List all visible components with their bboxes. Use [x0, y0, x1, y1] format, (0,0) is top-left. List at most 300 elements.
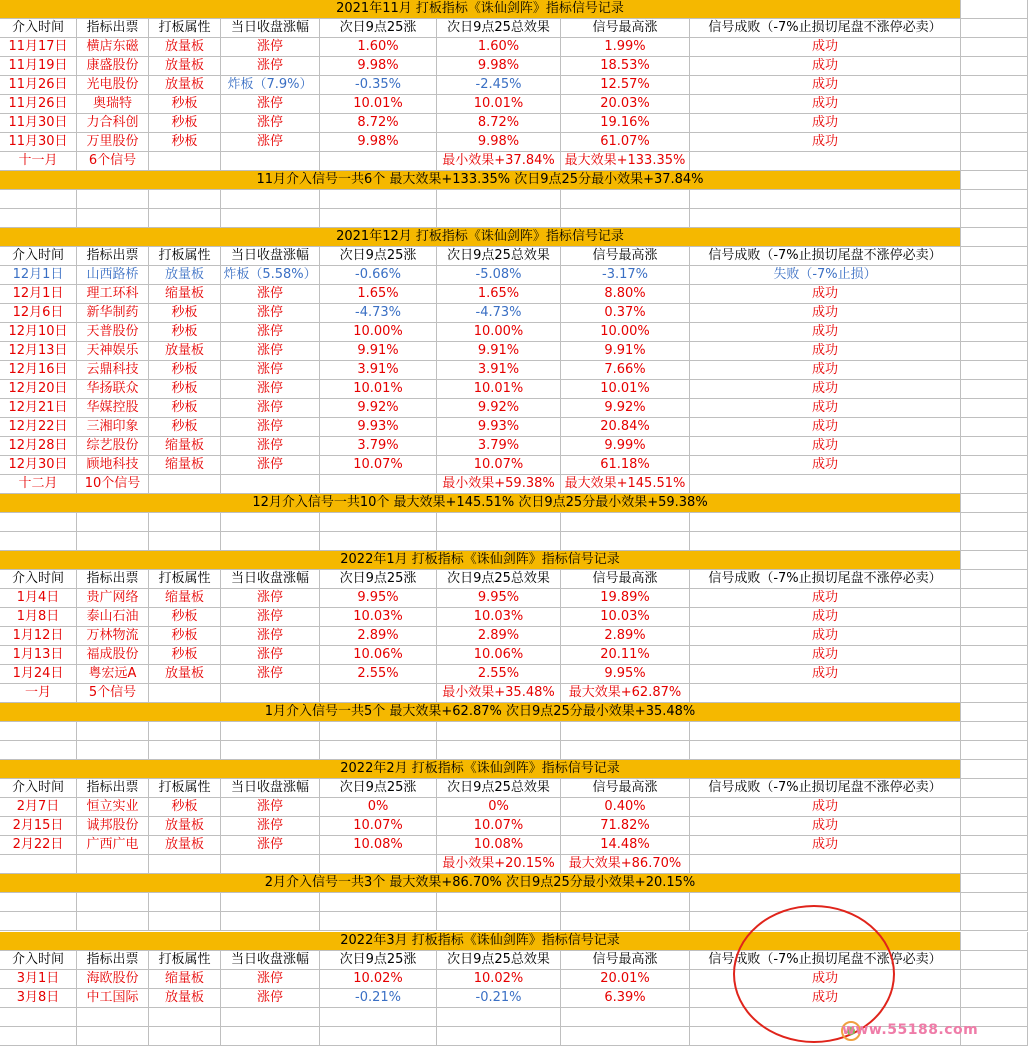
column-header: 次日9点25总效果	[437, 570, 561, 589]
cell-stock: 万里股份	[77, 133, 149, 152]
table-row	[0, 608, 1028, 627]
empty-cell	[961, 57, 1028, 76]
table-row	[0, 418, 1028, 437]
cell-high: 10.01%	[561, 380, 690, 399]
empty-cell	[221, 722, 320, 741]
empty-cell	[961, 247, 1028, 266]
empty-cell	[0, 722, 77, 741]
empty-cell	[320, 532, 437, 551]
cell-close: 涨停	[221, 304, 320, 323]
summary-month: 十一月	[0, 152, 77, 171]
empty-cell	[690, 475, 961, 494]
cell-open: 9.95%	[320, 589, 437, 608]
empty-cell	[961, 855, 1028, 874]
cell-high: -3.17%	[561, 266, 690, 285]
table-row	[0, 266, 1028, 285]
cell-stock: 综艺股份	[77, 437, 149, 456]
cell-result: 成功	[690, 589, 961, 608]
cell-high: 20.11%	[561, 646, 690, 665]
empty-cell	[77, 209, 149, 228]
column-header: 指标出票	[77, 951, 149, 970]
cell-total: 3.79%	[437, 437, 561, 456]
cell-attr: 秒板	[149, 627, 221, 646]
empty-row	[0, 190, 1028, 209]
cell-total: 3.91%	[437, 361, 561, 380]
column-header: 信号成败（-7%止损切尾盘不涨停必卖）	[690, 951, 961, 970]
empty-cell	[961, 38, 1028, 57]
section-title-row	[0, 760, 1028, 779]
table-row	[0, 665, 1028, 684]
cell-total: 10.01%	[437, 380, 561, 399]
cell-high: 9.99%	[561, 437, 690, 456]
empty-cell	[961, 836, 1028, 855]
section-footer-row	[0, 171, 1028, 190]
cell-open: 10.02%	[320, 970, 437, 989]
cell-date: 11月17日	[0, 38, 77, 57]
column-header: 次日9点25涨	[320, 570, 437, 589]
table-row	[0, 285, 1028, 304]
column-header: 次日9点25总效果	[437, 951, 561, 970]
cell-close: 涨停	[221, 418, 320, 437]
cell-stock: 恒立实业	[77, 798, 149, 817]
cell-attr: 秒板	[149, 380, 221, 399]
cell-result: 成功	[690, 437, 961, 456]
column-header: 次日9点25涨	[320, 19, 437, 38]
cell-stock: 广西广电	[77, 836, 149, 855]
empty-cell	[961, 970, 1028, 989]
cell-high: 8.80%	[561, 285, 690, 304]
cell-high: 0.37%	[561, 304, 690, 323]
column-header: 指标出票	[77, 570, 149, 589]
empty-cell	[561, 1027, 690, 1046]
table-row	[0, 589, 1028, 608]
cell-attr: 放量板	[149, 57, 221, 76]
empty-cell	[961, 798, 1028, 817]
cell-high: 9.92%	[561, 399, 690, 418]
table-row	[0, 836, 1028, 855]
column-header: 介入时间	[0, 19, 77, 38]
cell-stock: 诚邦股份	[77, 817, 149, 836]
cell-date: 12月21日	[0, 399, 77, 418]
cell-high: 1.99%	[561, 38, 690, 57]
cell-high: 14.48%	[561, 836, 690, 855]
table-row	[0, 76, 1028, 95]
cell-attr: 放量板	[149, 266, 221, 285]
cell-stock: 康盛股份	[77, 57, 149, 76]
empty-cell	[77, 513, 149, 532]
empty-cell	[320, 190, 437, 209]
empty-cell	[961, 456, 1028, 475]
cell-stock: 泰山石油	[77, 608, 149, 627]
cell-stock: 云鼎科技	[77, 361, 149, 380]
empty-cell	[561, 741, 690, 760]
summary-month: 十二月	[0, 475, 77, 494]
empty-cell	[77, 1027, 149, 1046]
cell-stock: 三湘印象	[77, 418, 149, 437]
cell-high: 2.89%	[561, 627, 690, 646]
section-footer: 2月介入信号一共3个 最大效果+86.70% 次日9点25分最小效果+20.15%	[0, 874, 961, 893]
cell-close: 涨停	[221, 95, 320, 114]
table-row	[0, 970, 1028, 989]
table-row	[0, 361, 1028, 380]
cell-open: 9.91%	[320, 342, 437, 361]
empty-cell	[961, 893, 1028, 912]
cell-result: 成功	[690, 456, 961, 475]
cell-open: 9.92%	[320, 399, 437, 418]
empty-cell	[690, 532, 961, 551]
empty-cell	[221, 741, 320, 760]
table-row	[0, 627, 1028, 646]
column-header: 打板属性	[149, 779, 221, 798]
cell-result: 成功	[690, 627, 961, 646]
cell-close: 涨停	[221, 114, 320, 133]
cell-total: 8.72%	[437, 114, 561, 133]
summary-row	[0, 855, 1028, 874]
table-row	[0, 95, 1028, 114]
column-header: 指标出票	[77, 779, 149, 798]
cell-total: -2.45%	[437, 76, 561, 95]
cell-attr: 秒板	[149, 361, 221, 380]
cell-result: 成功	[690, 361, 961, 380]
empty-row	[0, 209, 1028, 228]
empty-cell	[961, 494, 1028, 513]
section-footer-row	[0, 494, 1028, 513]
empty-cell	[961, 932, 1028, 951]
cell-result: 成功	[690, 114, 961, 133]
cell-close: 涨停	[221, 38, 320, 57]
empty-cell	[961, 817, 1028, 836]
cell-result: 失败（-7%止损）	[690, 266, 961, 285]
cell-stock: 福成股份	[77, 646, 149, 665]
column-header: 次日9点25总效果	[437, 247, 561, 266]
cell-date: 12月1日	[0, 266, 77, 285]
empty-cell	[149, 532, 221, 551]
empty-cell	[961, 171, 1028, 190]
empty-cell	[320, 684, 437, 703]
empty-cell	[961, 209, 1028, 228]
empty-cell	[961, 342, 1028, 361]
cell-total: -5.08%	[437, 266, 561, 285]
cell-date: 11月19日	[0, 57, 77, 76]
empty-cell	[0, 532, 77, 551]
cell-attr: 缩量板	[149, 456, 221, 475]
cell-close: 涨停	[221, 798, 320, 817]
empty-row	[0, 513, 1028, 532]
empty-row	[0, 912, 1028, 931]
cell-attr: 秒板	[149, 323, 221, 342]
summary-month: 一月	[0, 684, 77, 703]
cell-result: 成功	[690, 989, 961, 1008]
empty-cell	[690, 912, 961, 931]
empty-cell	[561, 1008, 690, 1027]
cell-open: 1.65%	[320, 285, 437, 304]
cell-date: 11月26日	[0, 95, 77, 114]
cell-attr: 放量板	[149, 989, 221, 1008]
empty-cell	[149, 741, 221, 760]
cell-total: 9.93%	[437, 418, 561, 437]
cell-stock: 海欧股份	[77, 970, 149, 989]
empty-cell	[221, 893, 320, 912]
cell-close: 涨停	[221, 989, 320, 1008]
empty-cell	[690, 209, 961, 228]
cell-result: 成功	[690, 38, 961, 57]
cell-close: 涨停	[221, 323, 320, 342]
section-title-row	[0, 932, 1028, 951]
cell-date: 12月13日	[0, 342, 77, 361]
cell-close: 涨停	[221, 361, 320, 380]
cell-total: 2.55%	[437, 665, 561, 684]
empty-row	[0, 532, 1028, 551]
cell-total: 10.01%	[437, 95, 561, 114]
cell-result: 成功	[690, 608, 961, 627]
empty-cell	[0, 1027, 77, 1046]
empty-cell	[961, 951, 1028, 970]
empty-cell	[437, 513, 561, 532]
cell-high: 20.84%	[561, 418, 690, 437]
column-header: 打板属性	[149, 570, 221, 589]
empty-cell	[77, 741, 149, 760]
cell-result: 成功	[690, 342, 961, 361]
cell-result: 成功	[690, 95, 961, 114]
summary-min-effect: 最小效果+35.48%	[437, 684, 561, 703]
empty-cell	[437, 532, 561, 551]
empty-cell	[149, 1008, 221, 1027]
cell-stock: 粤宏远A	[77, 665, 149, 684]
cell-total: -0.21%	[437, 989, 561, 1008]
cell-open: 10.01%	[320, 95, 437, 114]
table-row	[0, 798, 1028, 817]
empty-cell	[961, 551, 1028, 570]
column-header: 打板属性	[149, 19, 221, 38]
cell-date: 3月1日	[0, 970, 77, 989]
empty-cell	[77, 1008, 149, 1027]
section-title: 2021年12月 打板指标《诛仙剑阵》指标信号记录	[0, 228, 961, 247]
empty-cell	[320, 722, 437, 741]
cell-date: 12月28日	[0, 437, 77, 456]
empty-cell	[320, 741, 437, 760]
cell-result: 成功	[690, 817, 961, 836]
cell-total: 10.00%	[437, 323, 561, 342]
empty-cell	[961, 418, 1028, 437]
cell-high: 61.07%	[561, 133, 690, 152]
cell-date: 1月12日	[0, 627, 77, 646]
cell-close: 涨停	[221, 665, 320, 684]
column-header: 打板属性	[149, 247, 221, 266]
empty-cell	[221, 532, 320, 551]
empty-cell	[221, 513, 320, 532]
empty-cell	[221, 912, 320, 931]
empty-cell	[221, 684, 320, 703]
summary-count: 5个信号	[77, 684, 149, 703]
cell-stock: 贵广网络	[77, 589, 149, 608]
cell-date: 1月8日	[0, 608, 77, 627]
cell-open: -0.21%	[320, 989, 437, 1008]
summary-count: 6个信号	[77, 152, 149, 171]
column-header: 信号成败（-7%止损切尾盘不涨停必卖）	[690, 19, 961, 38]
cell-result: 成功	[690, 304, 961, 323]
empty-cell	[221, 855, 320, 874]
empty-cell	[561, 912, 690, 931]
column-header: 指标出票	[77, 19, 149, 38]
empty-cell	[561, 722, 690, 741]
cell-result: 成功	[690, 285, 961, 304]
empty-cell	[561, 532, 690, 551]
cell-open: 9.98%	[320, 57, 437, 76]
empty-cell	[961, 722, 1028, 741]
summary-month	[0, 855, 77, 874]
empty-cell	[961, 627, 1028, 646]
section-title-row	[0, 228, 1028, 247]
empty-cell	[320, 475, 437, 494]
column-header: 信号最高涨	[561, 19, 690, 38]
empty-cell	[961, 779, 1028, 798]
cell-open: 9.98%	[320, 133, 437, 152]
empty-cell	[690, 152, 961, 171]
cell-open: 3.91%	[320, 361, 437, 380]
header-row	[0, 951, 1028, 970]
empty-cell	[149, 190, 221, 209]
cell-attr: 秒板	[149, 304, 221, 323]
cell-open: 10.03%	[320, 608, 437, 627]
section-title: 2022年3月 打板指标《诛仙剑阵》指标信号记录	[0, 932, 961, 951]
cell-total: 9.92%	[437, 399, 561, 418]
empty-cell	[149, 475, 221, 494]
empty-cell	[77, 532, 149, 551]
cell-date: 2月7日	[0, 798, 77, 817]
empty-cell	[961, 152, 1028, 171]
header-row	[0, 779, 1028, 798]
empty-cell	[221, 1027, 320, 1046]
empty-cell	[149, 1027, 221, 1046]
cell-date: 11月30日	[0, 133, 77, 152]
cell-attr: 放量板	[149, 38, 221, 57]
empty-cell	[961, 285, 1028, 304]
column-header: 次日9点25涨	[320, 247, 437, 266]
cell-result: 成功	[690, 418, 961, 437]
empty-cell	[221, 475, 320, 494]
empty-cell	[221, 1008, 320, 1027]
cell-date: 1月4日	[0, 589, 77, 608]
cell-high: 10.00%	[561, 323, 690, 342]
cell-result: 成功	[690, 836, 961, 855]
empty-cell	[961, 475, 1028, 494]
cell-close: 涨停	[221, 646, 320, 665]
cell-result: 成功	[690, 665, 961, 684]
cell-result: 成功	[690, 646, 961, 665]
summary-max-effect: 最大效果+62.87%	[561, 684, 690, 703]
cell-attr: 放量板	[149, 76, 221, 95]
cell-result: 成功	[690, 76, 961, 95]
column-header: 介入时间	[0, 779, 77, 798]
cell-close: 涨停	[221, 589, 320, 608]
cell-stock: 天普股份	[77, 323, 149, 342]
cell-total: 1.60%	[437, 38, 561, 57]
column-header: 当日收盘涨幅	[221, 779, 320, 798]
empty-cell	[690, 190, 961, 209]
cell-close: 涨停	[221, 836, 320, 855]
column-header: 当日收盘涨幅	[221, 570, 320, 589]
cell-high: 12.57%	[561, 76, 690, 95]
summary-min-effect: 最小效果+20.15%	[437, 855, 561, 874]
column-header: 介入时间	[0, 951, 77, 970]
cell-open: 10.07%	[320, 817, 437, 836]
cell-open: -0.66%	[320, 266, 437, 285]
empty-cell	[320, 152, 437, 171]
column-header: 信号最高涨	[561, 570, 690, 589]
table-row	[0, 342, 1028, 361]
cell-date: 12月6日	[0, 304, 77, 323]
cell-high: 9.91%	[561, 342, 690, 361]
cell-open: 2.55%	[320, 665, 437, 684]
cell-total: 10.03%	[437, 608, 561, 627]
cell-close: 涨停	[221, 133, 320, 152]
table-row	[0, 380, 1028, 399]
cell-high: 0.40%	[561, 798, 690, 817]
section-title: 2021年11月 打板指标《诛仙剑阵》指标信号记录	[0, 0, 961, 19]
cell-close: 涨停	[221, 399, 320, 418]
column-header: 信号最高涨	[561, 247, 690, 266]
empty-cell	[0, 190, 77, 209]
empty-cell	[0, 912, 77, 931]
section-title-row	[0, 551, 1028, 570]
cell-date: 1月24日	[0, 665, 77, 684]
cell-stock: 理工环科	[77, 285, 149, 304]
empty-cell	[0, 893, 77, 912]
cell-date: 12月30日	[0, 456, 77, 475]
cell-stock: 横店东磁	[77, 38, 149, 57]
cell-stock: 天神娱乐	[77, 342, 149, 361]
column-header: 次日9点25总效果	[437, 779, 561, 798]
empty-cell	[437, 1027, 561, 1046]
cell-high: 6.39%	[561, 989, 690, 1008]
table-row	[0, 304, 1028, 323]
empty-cell	[961, 437, 1028, 456]
cell-attr: 缩量板	[149, 970, 221, 989]
empty-cell	[77, 912, 149, 931]
empty-cell	[961, 513, 1028, 532]
cell-close: 涨停	[221, 817, 320, 836]
cell-total: 9.91%	[437, 342, 561, 361]
cell-total: 10.07%	[437, 456, 561, 475]
column-header: 次日9点25涨	[320, 779, 437, 798]
empty-cell	[690, 855, 961, 874]
empty-cell	[961, 323, 1028, 342]
empty-cell	[77, 722, 149, 741]
cell-date: 1月13日	[0, 646, 77, 665]
cell-date: 12月16日	[0, 361, 77, 380]
cell-attr: 秒板	[149, 646, 221, 665]
cell-date: 11月26日	[0, 76, 77, 95]
empty-cell	[0, 1008, 77, 1027]
cell-open: 10.00%	[320, 323, 437, 342]
column-header: 信号成败（-7%止损切尾盘不涨停必卖）	[690, 247, 961, 266]
cell-result: 成功	[690, 323, 961, 342]
cell-open: 10.06%	[320, 646, 437, 665]
empty-cell	[0, 513, 77, 532]
empty-cell	[149, 855, 221, 874]
table-row	[0, 114, 1028, 133]
cell-high: 10.03%	[561, 608, 690, 627]
cell-open: -4.73%	[320, 304, 437, 323]
cell-high: 71.82%	[561, 817, 690, 836]
cell-stock: 力合科创	[77, 114, 149, 133]
table-row	[0, 646, 1028, 665]
cell-attr: 缩量板	[149, 437, 221, 456]
section-footer: 12月介入信号一共10个 最大效果+145.51% 次日9点25分最小效果+59.38%	[0, 494, 961, 513]
empty-cell	[961, 266, 1028, 285]
cell-attr: 缩量板	[149, 589, 221, 608]
cell-attr: 秒板	[149, 418, 221, 437]
